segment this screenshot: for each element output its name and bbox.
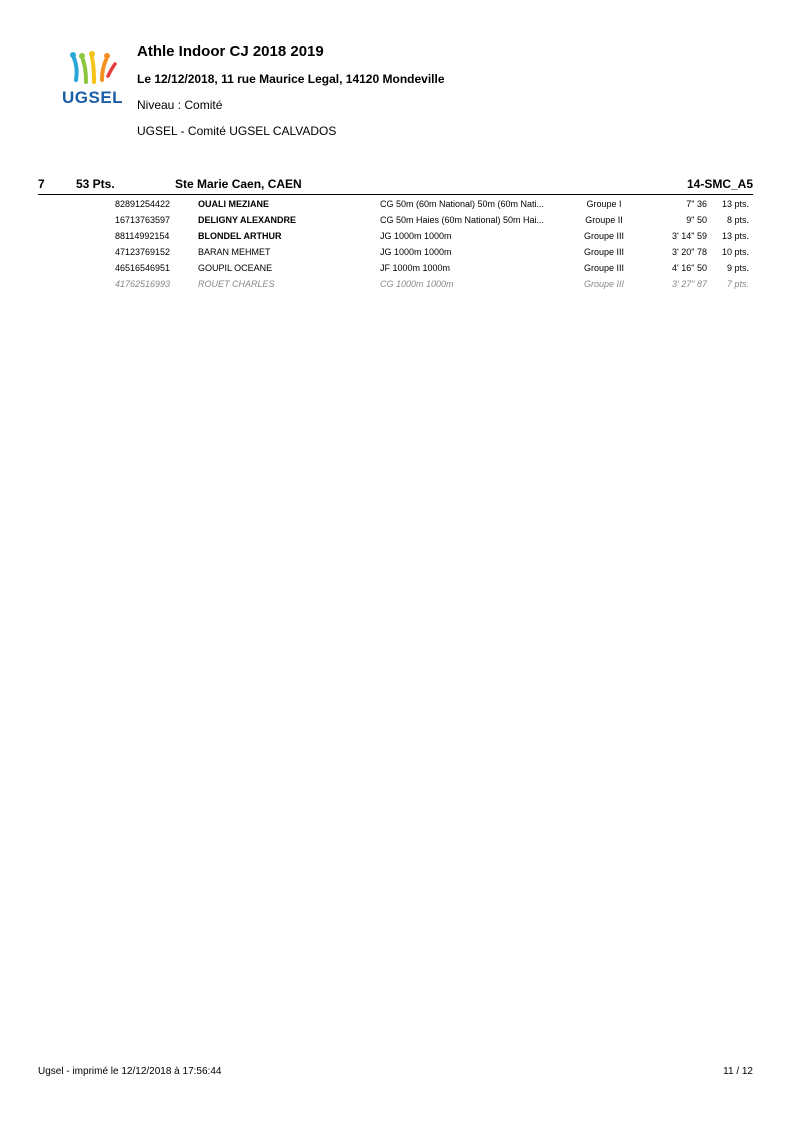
table-row	[0, 199, 793, 215]
ugsel-logo	[60, 50, 126, 108]
athlete-name: BARAN MEHMET	[198, 247, 271, 257]
group-label: Groupe III	[583, 263, 625, 273]
performance: 3' 14" 59	[672, 231, 707, 241]
team-points: 53 Pts.	[76, 177, 115, 191]
event-name: CG 1000m 1000m	[380, 279, 454, 289]
event-name: JG 1000m 1000m	[380, 247, 452, 257]
team-header	[38, 177, 753, 193]
licence-number: 47123769152	[115, 247, 171, 257]
page-number: 11 / 12	[723, 1066, 753, 1077]
row-points: 13 pts.	[721, 231, 749, 241]
event-name: CG 50m Haies (60m National) 50m Hai...	[380, 215, 545, 225]
logo-text: UGSEL	[62, 88, 124, 107]
athlete-name: ROUET CHARLES	[198, 279, 275, 289]
performance: 3' 27" 87	[672, 279, 707, 289]
licence-number: 16713763597	[115, 215, 171, 225]
table-row	[0, 231, 793, 247]
row-points: 13 pts.	[721, 199, 749, 209]
row-points: 8 pts.	[726, 215, 749, 225]
table-row	[0, 215, 793, 231]
table-row	[0, 279, 793, 295]
group-label: Groupe III	[583, 231, 625, 241]
ugsel-figures-icon	[68, 50, 118, 86]
committee-label: UGSEL - Comité UGSEL CALVADOS	[137, 124, 337, 138]
print-timestamp: Ugsel - imprimé le 12/12/2018 à 17:56:44	[38, 1066, 222, 1077]
performance: 7" 36	[686, 199, 707, 209]
event-name: CG 50m (60m National) 50m (60m Nati...	[380, 199, 545, 209]
row-points: 7 pts.	[726, 279, 749, 289]
athlete-name: BLONDEL ARTHUR	[198, 231, 282, 241]
athlete-name: GOUPIL OCEANE	[198, 263, 273, 273]
team-divider	[38, 194, 753, 195]
group-label: Groupe III	[583, 279, 625, 289]
results-table	[0, 199, 793, 295]
athlete-name: OUALI MEZIANE	[198, 199, 269, 209]
team-rank: 7	[38, 177, 45, 191]
licence-number: 46516546951	[115, 263, 171, 273]
performance: 3' 20" 78	[672, 247, 707, 257]
performance: 4' 16" 50	[672, 263, 707, 273]
licence-number: 41762516993	[115, 279, 171, 289]
group-label: Groupe I	[586, 199, 622, 209]
event-name: JG 1000m 1000m	[380, 231, 452, 241]
event-name: JF 1000m 1000m	[380, 263, 451, 273]
group-label: Groupe III	[583, 247, 625, 257]
table-row	[0, 263, 793, 279]
licence-number: 82891254422	[115, 199, 171, 209]
group-label: Groupe II	[585, 215, 623, 225]
athlete-name: DELIGNY ALEXANDRE	[198, 215, 297, 225]
row-points: 10 pts.	[721, 247, 749, 257]
table-row	[0, 247, 793, 263]
row-points: 9 pts.	[726, 263, 749, 273]
event-location: Le 12/12/2018, 11 rue Maurice Legal, 14120 Mondeville	[137, 72, 445, 86]
performance: 9" 50	[686, 215, 707, 225]
licence-number: 88114992154	[115, 231, 170, 241]
level-label: Niveau : Comité	[137, 98, 223, 112]
team-name: Ste Marie Caen, CAEN	[175, 177, 302, 191]
team-code: 14-SMC_A5	[686, 177, 753, 191]
page-title: Athle Indoor CJ 2018 2019	[137, 43, 324, 60]
